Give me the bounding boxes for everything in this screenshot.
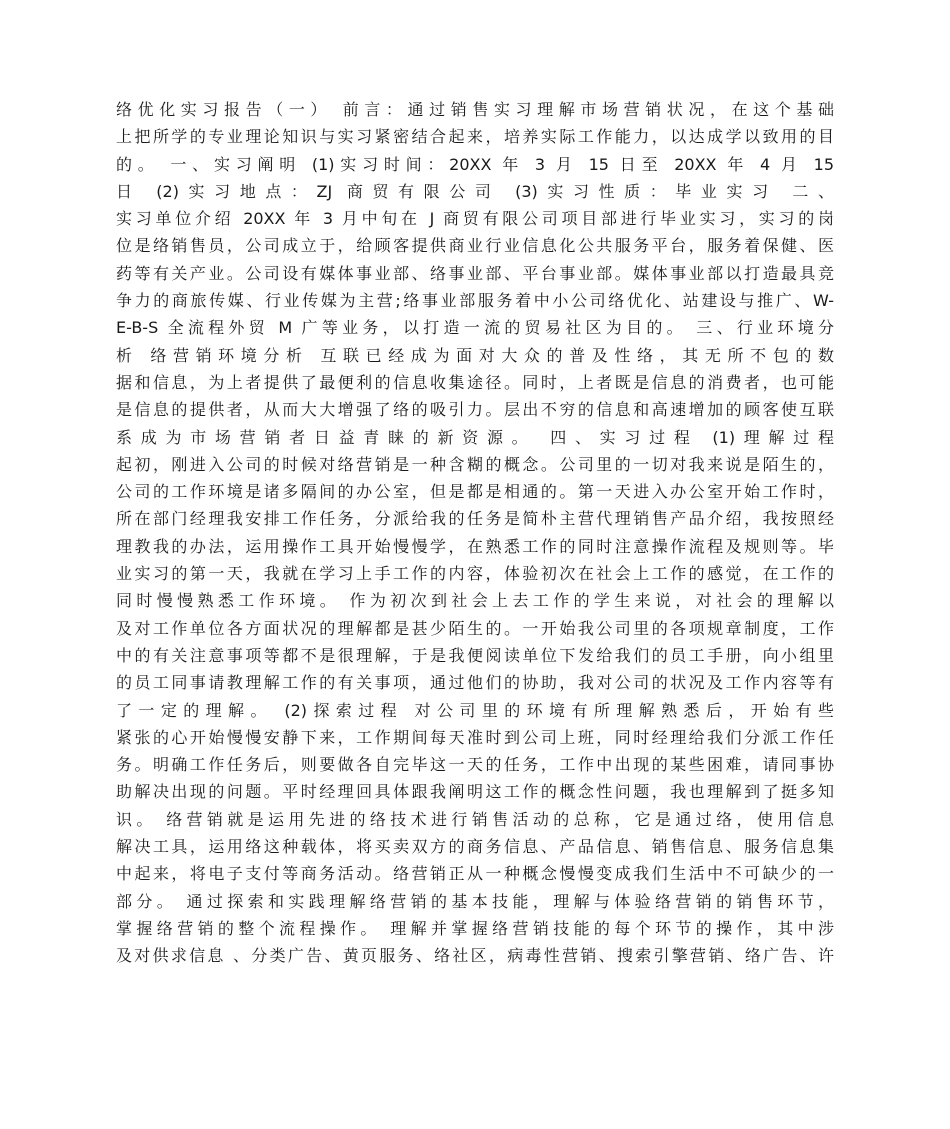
text-line: 的员工同事请教理解工作的有关事项，通过他们的协助，我对公司的状况及工作内容等有 bbox=[116, 673, 834, 693]
text-line: 起初，刚进入公司的时候对络营销是一种含糊的概念。公司里的一切对我来说是陌生的， bbox=[116, 454, 834, 474]
text-line: 据和信息，为上者提供了最便利的信息收集途径。同时，上者既是信息的消费者，也可能 bbox=[116, 372, 834, 392]
text-line: 部分。 通过探索和实践理解络营销的基本技能，理解与体验络营销的销售环节， bbox=[116, 891, 834, 911]
text-line: 业实习的第一天，我就在学习上手工作的内容，体验初次在社会上工作的感觉，在工作的 bbox=[116, 564, 834, 584]
text-line: 了一定的理解。 (2)探索过程 对公司里的环境有所理解熟悉后，开始有些 bbox=[116, 700, 834, 720]
document-body bbox=[116, 96, 834, 970]
text-line: 药等有关产业。公司设有媒体事业部、络事业部、平台事业部。媒体事业部以打造最具竞 bbox=[116, 263, 834, 283]
text-line: 析 络营销环境分析 互联已经成为面对大众的普及性络，其无所不包的数 bbox=[116, 345, 834, 365]
text-line: 及对供求信息 、分类广告、黄页服务、络社区，病毒性营销、搜索引擎营销、络广告、许 bbox=[116, 946, 834, 966]
text-line: 中起来，将电子支付等商务活动。络营销正从一种概念慢慢变成我们生活中不可缺少的一 bbox=[116, 864, 834, 884]
text-line: 掌握络营销的整个流程操作。 理解并掌握络营销技能的每个环节的操作，其中涉 bbox=[116, 918, 834, 938]
text-line: 务。明确工作任务后，则要做各自完毕这一天的任务，工作中出现的某些困难，请同事协 bbox=[116, 755, 834, 775]
text-line: 及对工作单位各方面状况的理解都是甚少陌生的。一开始我公司里的各项规章制度，工作 bbox=[116, 618, 834, 638]
text-line: 解决工具，运用络这种载体，将买卖双方的商务信息、产品信息、销售信息、服务信息集 bbox=[116, 837, 834, 857]
text-line: 系成为市场营销者日益青睐的新资源。 四、实习过程 (1)理解过程 bbox=[116, 427, 834, 447]
text-line: 位是络销售员，公司成立于，给顾客提供商业行业信息化公共服务平台，服务着保健、医 bbox=[116, 236, 834, 256]
text-line: E-B-S 全流程外贸 M 广等业务，以打造一流的贸易社区为目的。 三、行业环境分 bbox=[116, 318, 834, 338]
text-line: 的。 一、实习阐明 (1)实习时间：20XX 年 3 月 15 日至 20XX 年 4 月 15 bbox=[116, 154, 834, 174]
text-line: 公司的工作环境是诸多隔间的办公室，但是都是相通的。第一天进入办公室开始工作时， bbox=[116, 482, 834, 502]
text-line: 日 (2)实习地点：ZJ 商贸有限公司 (3)实习性质：毕业实习 二、 bbox=[116, 181, 834, 201]
text-line: 中的有关注意事项等都不是很理解，于是我便阅读单位下发给我们的员工手册，向小组里 bbox=[116, 645, 834, 665]
text-line: 识。 络营销就是运用先进的络技术进行销售活动的总称，它是通过络，使用信息 bbox=[116, 809, 834, 829]
text-line: 实习单位介绍 20XX 年 3 月中旬在 J 商贸有限公司项目部进行毕业实习，实习的岗 bbox=[116, 209, 834, 229]
text-line: 所在部门经理我安排工作任务，分派给我的任务是简朴主营代理销售产品介绍，我按照经 bbox=[116, 509, 834, 529]
text-line: 紧张的心开始慢慢安静下来，工作期间每天准时到公司上班，同时经理给我们分派工作任 bbox=[116, 727, 834, 747]
text-line: 是信息的提供者，从而大大增强了络的吸引力。层出不穷的信息和高速增加的顾客使互联 bbox=[116, 400, 834, 420]
text-line: 上把所学的专业理论知识与实习紧密结合起来，培养实际工作能力，以达成学以致用的目 bbox=[116, 127, 834, 147]
text-line: 同时慢慢熟悉工作环境。 作为初次到社会上去工作的学生来说，对社会的理解以 bbox=[116, 591, 834, 611]
text-line: 争力的商旅传媒、行业传媒为主营;络事业部服务着中小公司络优化、站建设与推广、W- bbox=[116, 291, 834, 311]
text-line: 助解决出现的问题。平时经理回具体跟我阐明这工作的概念性问题，我也理解到了挺多知 bbox=[116, 782, 834, 802]
text-line: 理教我的办法，运用操作工具开始慢慢学，在熟悉工作的同时注意操作流程及规则等。毕 bbox=[116, 536, 834, 556]
text-line: 络优化实习报告（一） 前言：通过销售实习理解市场营销状况，在这个基础 bbox=[116, 100, 834, 119]
